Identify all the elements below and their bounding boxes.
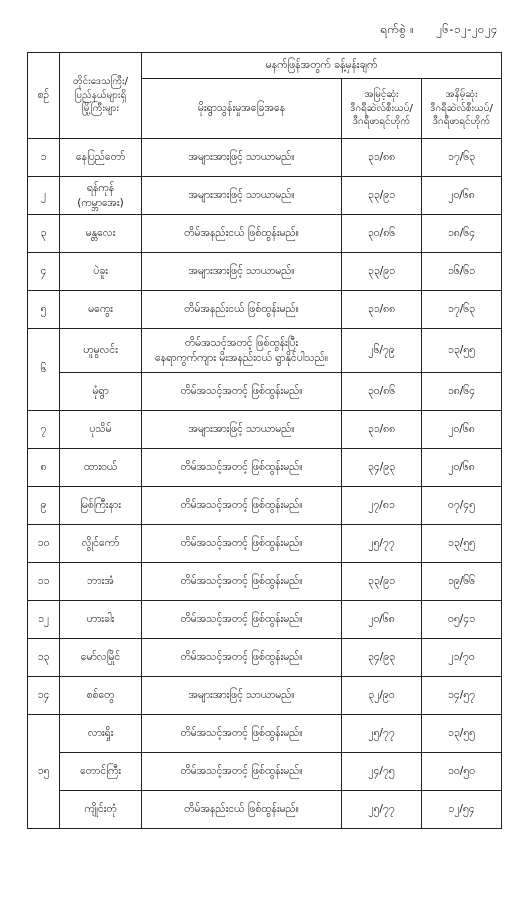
row-max-temp: ၂၀/၆၈ — [342, 601, 422, 639]
header-min-line: အနိမ့်ဆုံး — [445, 89, 478, 101]
row-min-temp: ၂၀/၆၈ — [422, 449, 502, 487]
row-max-temp: ၃၁/၈၈ — [342, 411, 422, 449]
date-label: ရက်စွဲ ။ — [380, 22, 415, 36]
row-min-temp: ၁၈/၆၄ — [422, 373, 502, 411]
row-index: ၉ — [28, 487, 60, 525]
row-max-temp: ၂၅/၇၇ — [342, 715, 422, 753]
row-condition: တိမ်အသင့်အတင့် ဖြစ်ထွန်းမည်။ — [142, 373, 342, 411]
row-condition: အများအားဖြင့် သာယာမည်။ — [142, 677, 342, 715]
row-city: နေပြည်တော် — [60, 139, 142, 177]
table-row — [28, 291, 502, 329]
header-min-temp — [422, 79, 502, 139]
row-condition: အများအားဖြင့် သာယာမည်။ — [142, 411, 342, 449]
date-value: ၂၆-၁၂-၂၀၂၄ — [436, 22, 498, 36]
row-index: ၂ — [28, 177, 60, 215]
row-condition: တိမ်အသင့်အတင့် ဖြစ်ထွန်းမည်။ — [142, 449, 342, 487]
row-max-temp: ၃၀/၈၆ — [342, 215, 422, 253]
row-city — [60, 177, 142, 215]
row-max-temp: ၂၆/၇၉ — [342, 329, 422, 373]
table-row — [28, 139, 502, 177]
header-index: စဉ် — [28, 53, 60, 139]
row-max-temp: ၂၄/၇၅ — [342, 753, 422, 791]
table-row — [28, 329, 502, 373]
header-min-line: ဒီဂရီဆဲလ်စီးယပ်/ — [430, 102, 493, 114]
forecast-table — [27, 52, 502, 829]
row-city: ပဲခူး — [60, 253, 142, 291]
row-index: ၄ — [28, 253, 60, 291]
row-city: ဘားအံ — [60, 563, 142, 601]
row-min-temp: ၁၃/၅၅ — [422, 715, 502, 753]
row-min-temp: ၁၀/၅၀ — [422, 753, 502, 791]
row-city: ဟူမွလင်း — [60, 329, 142, 373]
row-max-temp: ၃၁/၈၈ — [342, 139, 422, 177]
header-max-line: ဒီဂရီဖာရင်ဟိုက် — [352, 116, 411, 128]
row-min-temp: ၁၄/၅၇ — [422, 677, 502, 715]
table-row — [28, 215, 502, 253]
row-min-temp: ၂၀/၆၈ — [422, 411, 502, 449]
row-index: ၁၅ — [28, 715, 60, 829]
header-condition: မိုးရွာသွန်းမှုအခြေအနေ — [142, 79, 342, 139]
header-min-line: ဒီဂရီဖာရင်ဟိုက် — [432, 116, 491, 128]
row-city: မကွေး — [60, 291, 142, 329]
row-index: ၃ — [28, 215, 60, 253]
table-row — [28, 753, 502, 791]
header-max-temp — [342, 79, 422, 139]
row-city: ကျိုင်းတုံ — [60, 791, 142, 829]
row-max-temp: ၃၄/၉၃ — [342, 639, 422, 677]
row-condition: တိမ်အသင့်အတင့် ဖြစ်ထွန်းမည်။ — [142, 639, 342, 677]
row-min-temp: ၀၇/၄၅ — [422, 487, 502, 525]
row-index: ၇ — [28, 411, 60, 449]
row-min-temp: ၂၀/၆၈ — [422, 177, 502, 215]
row-condition: တိမ်အသင့်အတင့် ဖြစ်ထွန်းမည်။ — [142, 753, 342, 791]
header-max-line: ဒီဂရီဆဲလ်စီးယပ်/ — [350, 102, 413, 114]
row-condition: တိမ်အနည်းငယ် ဖြစ်ထွန်းမည်။ — [142, 215, 342, 253]
row-city: တောင်ကြီး — [60, 753, 142, 791]
row-index: ၈ — [28, 449, 60, 487]
row-index: ၁၃ — [28, 639, 60, 677]
table-row — [28, 639, 502, 677]
row-max-temp: ၃၁/၈၈ — [342, 291, 422, 329]
table-row — [28, 411, 502, 449]
row-max-temp: ၃၂/၉၀ — [342, 677, 422, 715]
row-min-temp: ၂၁/၇၀ — [422, 639, 502, 677]
row-city: လားရှိုး — [60, 715, 142, 753]
row-condition: အများအားဖြင့် သာယာမည်။ — [142, 253, 342, 291]
row-index: ၅ — [28, 291, 60, 329]
row-condition: တိမ်အနည်းငယ် ဖြစ်ထွန်းမည်။ — [142, 291, 342, 329]
row-min-temp: ၁၇/၆၃ — [422, 139, 502, 177]
row-min-temp: ၁၃/၅၅ — [422, 525, 502, 563]
row-city: ဟားခါး — [60, 601, 142, 639]
row-city: ပုသိမ် — [60, 411, 142, 449]
row-city-name: ရန်ကုန် — [86, 182, 115, 195]
row-min-temp: ၁၆/၆၁ — [422, 253, 502, 291]
row-condition: တိမ်အနည်းငယ် ဖြစ်ထွန်းမည်။ — [142, 791, 342, 829]
row-city: မန္တလေး — [60, 215, 142, 253]
row-condition: တိမ်အသင့်အတင့် ဖြစ်ထွန်းမည်။ — [142, 487, 342, 525]
row-condition: တိမ်အသင့်အတင့် ဖြစ်ထွန်းမည်။ — [142, 563, 342, 601]
row-condition-line: တိမ်အသင့်အတင့် ဖြစ်ထွန်းပြီး — [184, 337, 299, 350]
row-index: ၁၀ — [28, 525, 60, 563]
header-forecast-group: မနက်ဖြန်အတွက် ခန့်မှန်းချက် — [142, 53, 502, 79]
row-index: ၁ — [28, 139, 60, 177]
report-date — [380, 22, 498, 39]
row-index: ၆ — [28, 329, 60, 411]
row-max-temp: ၃၀/၈၆ — [342, 373, 422, 411]
row-min-temp: ၀၅/၄၁ — [422, 601, 502, 639]
row-max-temp: ၂၅/၇၇ — [342, 791, 422, 829]
row-max-temp: ၃၃/၉၁ — [342, 253, 422, 291]
row-city: မြစ်ကြီးနား — [60, 487, 142, 525]
row-city: စစ်တွေ — [60, 677, 142, 715]
row-max-temp: ၂၇/၈၁ — [342, 487, 422, 525]
row-min-temp: ၁၈/၆၄ — [422, 215, 502, 253]
header-region-line: ပြည်နယ်များရှိ — [74, 89, 127, 101]
row-max-temp: ၂၅/၇၇ — [342, 525, 422, 563]
row-city: မော်လမြိုင် — [60, 639, 142, 677]
row-max-temp: ၃၄/၉၃ — [342, 449, 422, 487]
row-city-note: (ကမ္ဘာအေး) — [77, 196, 124, 209]
row-index: ၁၂ — [28, 601, 60, 639]
header-region-line: တိုင်းဒေသကြီး/ — [72, 76, 129, 88]
row-min-temp: ၁၂/၅၄ — [422, 791, 502, 829]
row-max-temp: ၃၃/၉၁ — [342, 177, 422, 215]
header-region-line: မြို့ကြီးများ — [82, 103, 119, 115]
table-row — [28, 563, 502, 601]
table-row — [28, 373, 502, 411]
row-min-temp: ၁၉/၆၆ — [422, 563, 502, 601]
row-city: လွိုင်ကော် — [60, 525, 142, 563]
table-row — [28, 449, 502, 487]
table-row — [28, 601, 502, 639]
row-city: မုံရွာ — [60, 373, 142, 411]
row-condition: တိမ်အသင့်အတင့် ဖြစ်ထွန်းမည်။ — [142, 601, 342, 639]
row-condition-line: နေရာကွက်ကျား မိုးအနည်းငယ် ရွာနိုင်ပါသည်။ — [154, 351, 329, 364]
header-region — [60, 53, 142, 139]
table-row — [28, 177, 502, 215]
table-row — [28, 715, 502, 753]
row-condition: အများအားဖြင့် သာယာမည်။ — [142, 139, 342, 177]
header-max-line: အမြင့်ဆုံး — [364, 89, 399, 101]
table-row — [28, 253, 502, 291]
row-index: ၁၁ — [28, 563, 60, 601]
table-row — [28, 791, 502, 829]
row-min-temp: ၁၇/၆၃ — [422, 291, 502, 329]
row-max-temp: ၃၃/၉၁ — [342, 563, 422, 601]
row-condition — [142, 329, 342, 373]
row-min-temp: ၁၃/၅၅ — [422, 329, 502, 373]
table-row — [28, 487, 502, 525]
row-index: ၁၄ — [28, 677, 60, 715]
row-condition: တိမ်အသင့်အတင့် ဖြစ်ထွန်းမည်။ — [142, 715, 342, 753]
row-city: ထားဝယ် — [60, 449, 142, 487]
table-row — [28, 525, 502, 563]
row-condition: အများအားဖြင့် သာယာမည်။ — [142, 177, 342, 215]
row-condition: တိမ်အသင့်အတင့် ဖြစ်ထွန်းမည်။ — [142, 525, 342, 563]
table-row — [28, 677, 502, 715]
